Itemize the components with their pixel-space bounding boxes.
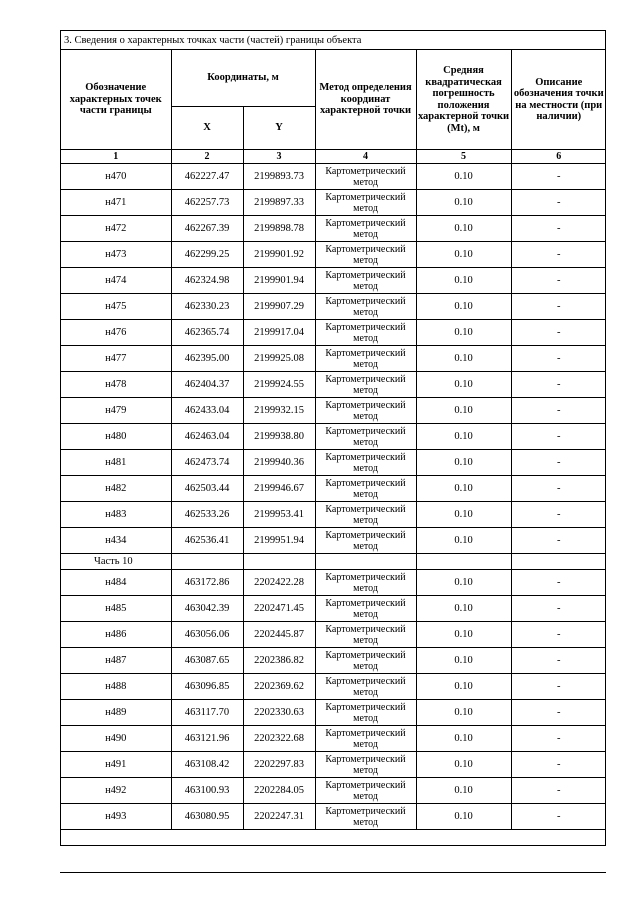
description: - (511, 596, 606, 622)
part-row-group (61, 554, 606, 570)
coord-y: 2199932.15 (243, 398, 315, 424)
method: Картометрический метод (315, 502, 416, 528)
error: 0.10 (416, 216, 511, 242)
coord-y: 2202369.62 (243, 674, 315, 700)
method: Картометрический метод (315, 570, 416, 596)
coord-x: 462299.25 (171, 242, 243, 268)
column-number: 6 (511, 150, 606, 164)
point-id: н488 (61, 674, 171, 700)
error: 0.10 (416, 596, 511, 622)
error: 0.10 (416, 320, 511, 346)
point-id: н476 (61, 320, 171, 346)
method: Картометрический метод (315, 778, 416, 804)
table-row (61, 700, 606, 726)
coord-x: 463087.65 (171, 648, 243, 674)
error: 0.10 (416, 242, 511, 268)
point-id: н486 (61, 622, 171, 648)
point-id: н483 (61, 502, 171, 528)
coord-y: 2199951.94 (243, 528, 315, 554)
error: 0.10 (416, 804, 511, 830)
header-method: Метод определения координат характерной точки (315, 50, 416, 150)
point-id: н471 (61, 190, 171, 216)
method: Картометрический метод (315, 320, 416, 346)
coord-y: 2202422.28 (243, 570, 315, 596)
part-label: Часть 10 (61, 554, 171, 570)
document-frame (60, 30, 606, 846)
coord-y: 2199946.67 (243, 476, 315, 502)
table-row (61, 622, 606, 648)
description: - (511, 242, 606, 268)
table-row (61, 476, 606, 502)
coord-y: 2202284.05 (243, 778, 315, 804)
method: Картометрический метод (315, 648, 416, 674)
table-row (61, 346, 606, 372)
description: - (511, 216, 606, 242)
table-row (61, 398, 606, 424)
coord-x: 462227.47 (171, 164, 243, 190)
point-id: н489 (61, 700, 171, 726)
coord-x: 463172.86 (171, 570, 243, 596)
point-id: н470 (61, 164, 171, 190)
table-row (61, 648, 606, 674)
method: Картометрический метод (315, 346, 416, 372)
description: - (511, 476, 606, 502)
coord-x: 462395.00 (171, 346, 243, 372)
error: 0.10 (416, 502, 511, 528)
point-id: н492 (61, 778, 171, 804)
method: Картометрический метод (315, 476, 416, 502)
point-id: н482 (61, 476, 171, 502)
coord-y: 2199893.73 (243, 164, 315, 190)
point-id: н487 (61, 648, 171, 674)
coord-x: 462433.04 (171, 398, 243, 424)
description: - (511, 570, 606, 596)
error: 0.10 (416, 268, 511, 294)
description: - (511, 804, 606, 830)
error: 0.10 (416, 450, 511, 476)
coord-x: 462330.23 (171, 294, 243, 320)
coord-x: 463100.93 (171, 778, 243, 804)
point-id: н480 (61, 424, 171, 450)
error: 0.10 (416, 752, 511, 778)
table-row (61, 570, 606, 596)
coord-x: 463056.06 (171, 622, 243, 648)
coord-x: 463108.42 (171, 752, 243, 778)
method: Картометрический метод (315, 622, 416, 648)
coord-x: 462324.98 (171, 268, 243, 294)
table-row (61, 752, 606, 778)
coord-y: 2199924.55 (243, 372, 315, 398)
error: 0.10 (416, 726, 511, 752)
table-row (61, 726, 606, 752)
coord-y: 2202471.45 (243, 596, 315, 622)
part-row (61, 554, 606, 570)
table-row (61, 596, 606, 622)
description: - (511, 726, 606, 752)
coord-x: 463096.85 (171, 674, 243, 700)
description: - (511, 320, 606, 346)
description: - (511, 674, 606, 700)
coord-y: 2199901.94 (243, 268, 315, 294)
table-row (61, 778, 606, 804)
table-row (61, 424, 606, 450)
table-row (61, 528, 606, 554)
header-description: Описание обозначения точки на местности (при наличии) (511, 50, 606, 150)
point-id: н484 (61, 570, 171, 596)
coord-y: 2199901.92 (243, 242, 315, 268)
table-row (61, 164, 606, 190)
point-id: н493 (61, 804, 171, 830)
coord-x: 462365.74 (171, 320, 243, 346)
column-number: 2 (171, 150, 243, 164)
method: Картометрический метод (315, 372, 416, 398)
method: Картометрический метод (315, 242, 416, 268)
coord-x: 462404.37 (171, 372, 243, 398)
error: 0.10 (416, 424, 511, 450)
coord-y: 2199898.78 (243, 216, 315, 242)
description: - (511, 502, 606, 528)
coord-x: 462473.74 (171, 450, 243, 476)
error: 0.10 (416, 190, 511, 216)
coord-y: 2199897.33 (243, 190, 315, 216)
coord-y: 2202386.82 (243, 648, 315, 674)
point-id: н475 (61, 294, 171, 320)
point-id: н478 (61, 372, 171, 398)
coord-x: 462267.39 (171, 216, 243, 242)
description: - (511, 622, 606, 648)
coord-x: 463080.95 (171, 804, 243, 830)
error: 0.10 (416, 372, 511, 398)
method: Картометрический метод (315, 596, 416, 622)
coord-y: 2199938.80 (243, 424, 315, 450)
coord-x: 463117.70 (171, 700, 243, 726)
description: - (511, 752, 606, 778)
coord-y: 2199925.08 (243, 346, 315, 372)
description: - (511, 648, 606, 674)
error: 0.10 (416, 570, 511, 596)
coord-y: 2202297.83 (243, 752, 315, 778)
description: - (511, 164, 606, 190)
table-row (61, 450, 606, 476)
description: - (511, 268, 606, 294)
description: - (511, 424, 606, 450)
method: Картометрический метод (315, 804, 416, 830)
table-row (61, 294, 606, 320)
error: 0.10 (416, 622, 511, 648)
coord-y: 2199953.41 (243, 502, 315, 528)
header-x: X (171, 107, 243, 150)
coord-y: 2202330.63 (243, 700, 315, 726)
header-error: Средняя квадратическая погрешность положения характерной точки (Mt), м (416, 50, 511, 150)
description: - (511, 778, 606, 804)
method: Картометрический метод (315, 216, 416, 242)
rows-group-a (61, 164, 606, 554)
table-row (61, 674, 606, 700)
table-row (61, 242, 606, 268)
coord-x: 462257.73 (171, 190, 243, 216)
error: 0.10 (416, 476, 511, 502)
point-id: н479 (61, 398, 171, 424)
table-row (61, 268, 606, 294)
header-y: Y (243, 107, 315, 150)
coord-x: 462536.41 (171, 528, 243, 554)
point-id: н491 (61, 752, 171, 778)
error: 0.10 (416, 700, 511, 726)
method: Картометрический метод (315, 674, 416, 700)
coord-x: 462503.44 (171, 476, 243, 502)
method: Картометрический метод (315, 164, 416, 190)
table-row (61, 216, 606, 242)
section-title: 3. Сведения о характерных точках части (частей) границы объекта (61, 31, 605, 50)
method: Картометрический метод (315, 294, 416, 320)
header-designation: Обозначение характерных точек части границы (61, 50, 171, 150)
method: Картометрический метод (315, 190, 416, 216)
description: - (511, 294, 606, 320)
point-id: н434 (61, 528, 171, 554)
error: 0.10 (416, 164, 511, 190)
method: Картометрический метод (315, 424, 416, 450)
coord-y: 2202445.87 (243, 622, 315, 648)
header-coordinates: Координаты, м (171, 50, 315, 107)
method: Картометрический метод (315, 268, 416, 294)
description: - (511, 190, 606, 216)
point-id: н474 (61, 268, 171, 294)
column-number: 3 (243, 150, 315, 164)
coord-y: 2202247.31 (243, 804, 315, 830)
coord-y: 2199940.36 (243, 450, 315, 476)
error: 0.10 (416, 294, 511, 320)
table-row (61, 804, 606, 830)
point-id: н490 (61, 726, 171, 752)
coord-y: 2199917.04 (243, 320, 315, 346)
error: 0.10 (416, 648, 511, 674)
error: 0.10 (416, 778, 511, 804)
column-number: 4 (315, 150, 416, 164)
point-id: н477 (61, 346, 171, 372)
error: 0.10 (416, 528, 511, 554)
description: - (511, 700, 606, 726)
method: Картометрический метод (315, 528, 416, 554)
point-id: н481 (61, 450, 171, 476)
coord-y: 2199907.29 (243, 294, 315, 320)
description: - (511, 398, 606, 424)
point-id: н472 (61, 216, 171, 242)
description: - (511, 528, 606, 554)
description: - (511, 346, 606, 372)
points-table (61, 50, 606, 830)
rows-group-b (61, 570, 606, 830)
error: 0.10 (416, 674, 511, 700)
table-row (61, 502, 606, 528)
description: - (511, 372, 606, 398)
coord-x: 463042.39 (171, 596, 243, 622)
column-number: 5 (416, 150, 511, 164)
method: Картометрический метод (315, 700, 416, 726)
point-id: н473 (61, 242, 171, 268)
column-number: 1 (61, 150, 171, 164)
point-id: н485 (61, 596, 171, 622)
method: Картометрический метод (315, 398, 416, 424)
coord-y: 2202322.68 (243, 726, 315, 752)
table-row (61, 372, 606, 398)
description: - (511, 450, 606, 476)
table-row (61, 320, 606, 346)
coord-x: 462533.26 (171, 502, 243, 528)
method: Картометрический метод (315, 752, 416, 778)
table-row (61, 190, 606, 216)
footer-divider (60, 872, 606, 873)
error: 0.10 (416, 398, 511, 424)
method: Картометрический метод (315, 726, 416, 752)
coord-x: 462463.04 (171, 424, 243, 450)
coord-x: 463121.96 (171, 726, 243, 752)
method: Картометрический метод (315, 450, 416, 476)
error: 0.10 (416, 346, 511, 372)
